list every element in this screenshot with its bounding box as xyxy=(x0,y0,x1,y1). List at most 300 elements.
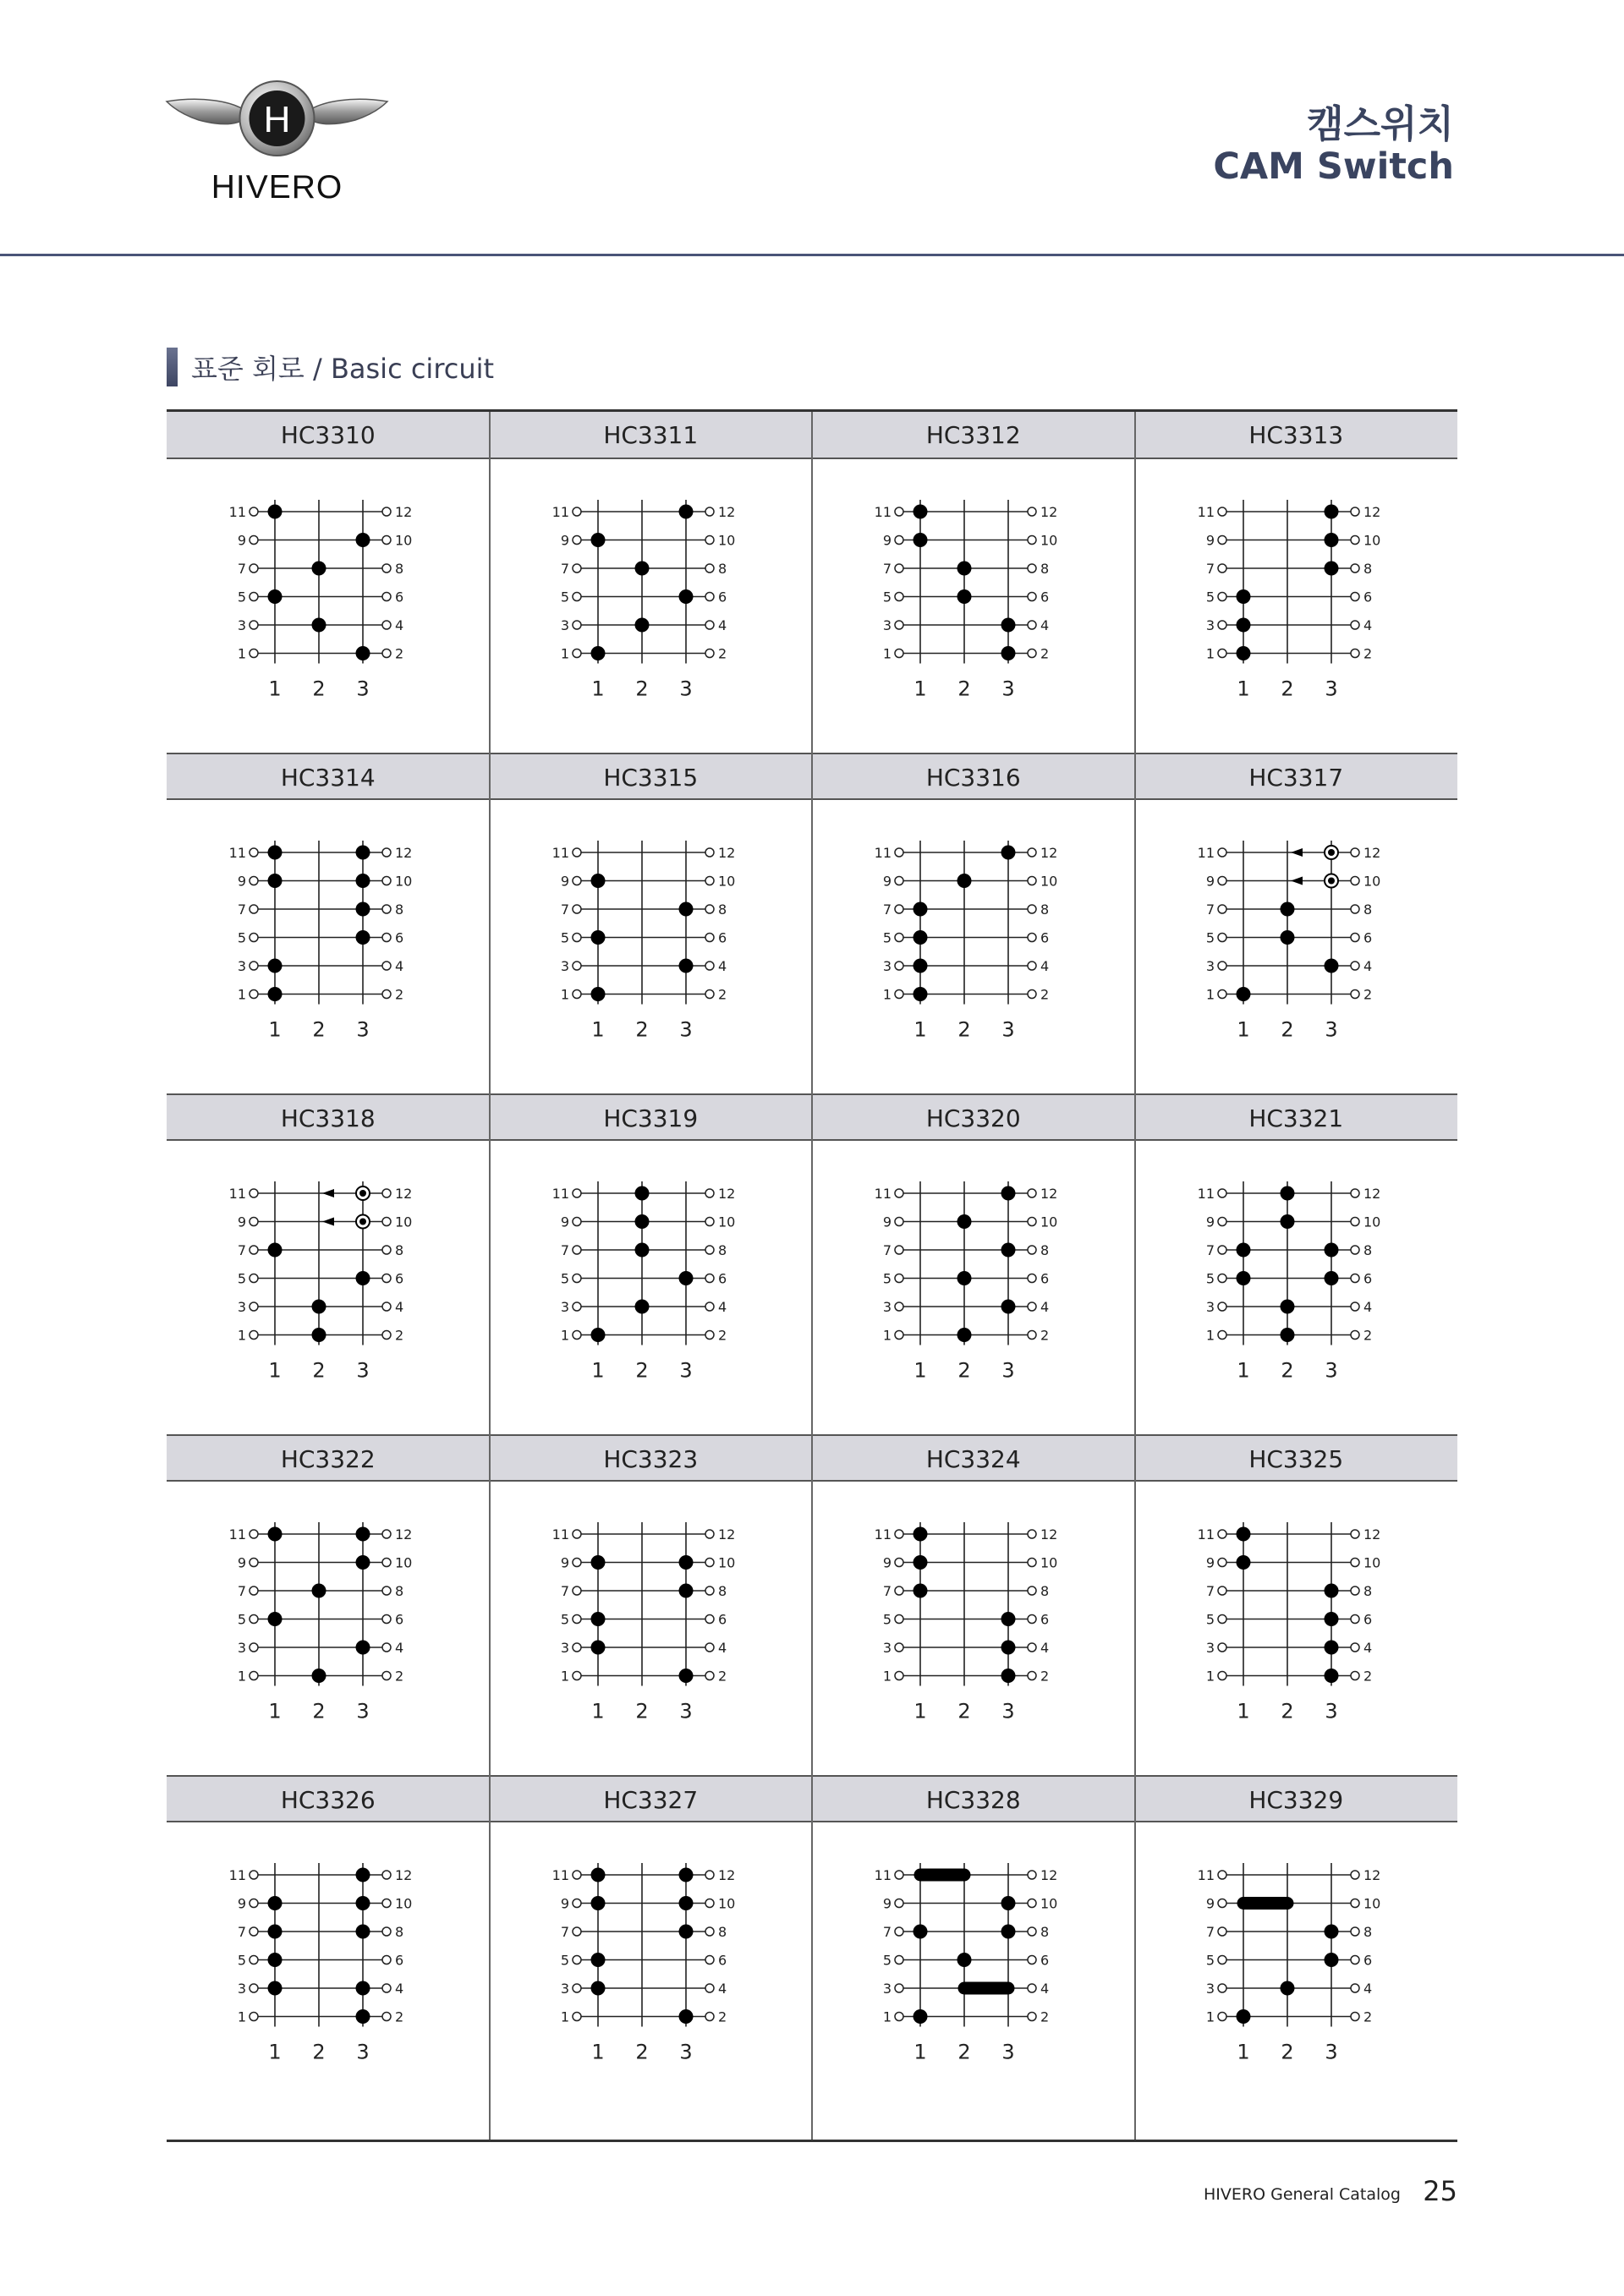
circuit-cell xyxy=(167,1434,490,1775)
closed-contact-icon xyxy=(914,959,928,973)
position-label: 2 xyxy=(957,1017,971,1042)
terminal-open-icon xyxy=(573,536,581,545)
position-label: 3 xyxy=(678,1358,693,1383)
closed-contact-icon xyxy=(1324,562,1338,576)
terminal-label-left: 1 xyxy=(1205,645,1215,662)
terminal-open-icon xyxy=(382,1615,391,1624)
circuit-diagram xyxy=(490,459,813,753)
terminal-label-left: 9 xyxy=(882,873,892,890)
position-label: 2 xyxy=(634,677,649,701)
terminal-open-icon xyxy=(1218,1643,1226,1652)
closed-contact-icon xyxy=(268,1243,283,1258)
circuit-model-label: HC3321 xyxy=(1135,1093,1458,1141)
terminal-label-right: 2 xyxy=(395,1327,404,1344)
terminal-open-icon xyxy=(705,536,714,545)
closed-contact-icon xyxy=(634,1186,649,1201)
closed-contact-icon xyxy=(914,902,928,917)
position-label: 3 xyxy=(678,1017,693,1042)
position-label: 3 xyxy=(1001,1358,1015,1383)
terminal-open-icon xyxy=(1028,621,1036,629)
terminal-label-right: 12 xyxy=(717,845,735,861)
terminal-open-icon xyxy=(895,990,903,999)
terminal-open-icon xyxy=(1351,934,1359,942)
terminal-label-right: 12 xyxy=(717,1867,735,1883)
terminal-label-left: 11 xyxy=(228,1526,246,1543)
closed-contact-icon xyxy=(1001,1641,1016,1655)
closed-contact-icon xyxy=(356,1868,370,1882)
closed-contact-icon xyxy=(678,1555,693,1570)
circuit-cell xyxy=(167,1093,490,1434)
terminal-label-left: 7 xyxy=(560,561,569,577)
closed-contact-icon xyxy=(1236,618,1250,633)
terminal-open-icon xyxy=(573,1189,581,1197)
closed-contact-icon xyxy=(312,1669,326,1683)
terminal-label-right: 2 xyxy=(1363,2008,1372,2025)
terminal-label-left: 11 xyxy=(874,1867,892,1883)
terminal-label-left: 11 xyxy=(874,845,892,861)
terminal-label-left: 5 xyxy=(882,589,892,606)
terminal-open-icon xyxy=(250,1672,258,1680)
terminal-label-right: 8 xyxy=(717,1924,727,1940)
terminal-open-icon xyxy=(382,1218,391,1226)
terminal-open-icon xyxy=(1351,1189,1359,1197)
position-label: 1 xyxy=(1236,1017,1250,1042)
terminal-open-icon xyxy=(705,1927,714,1936)
terminal-open-icon xyxy=(705,962,714,970)
terminal-open-icon xyxy=(705,1302,714,1311)
terminal-open-icon xyxy=(1028,1274,1036,1283)
circuit-cell xyxy=(812,1775,1135,2116)
terminal-open-icon xyxy=(705,1246,714,1254)
circuit-cell xyxy=(1135,753,1458,1093)
terminal-label-right: 4 xyxy=(395,617,404,633)
terminal-open-icon xyxy=(382,536,391,545)
position-label: 2 xyxy=(957,1358,971,1383)
terminal-label-left: 3 xyxy=(1205,1981,1215,1997)
terminal-label-right: 6 xyxy=(1363,1270,1372,1287)
circuit-cell xyxy=(1135,1775,1458,2116)
terminal-label-right: 10 xyxy=(1040,1554,1058,1571)
closed-contact-icon xyxy=(268,1612,283,1626)
terminal-open-icon xyxy=(250,1331,258,1340)
terminal-open-icon xyxy=(250,1586,258,1595)
spring-return-arrow-icon xyxy=(322,1218,334,1226)
circuit-diagram xyxy=(167,1482,490,1775)
terminal-label-right: 4 xyxy=(1040,1640,1050,1656)
terminal-label-right: 4 xyxy=(395,958,404,974)
terminal-open-icon xyxy=(1351,1218,1359,1226)
circuit-diagram xyxy=(167,459,490,753)
closed-contact-icon xyxy=(590,1896,605,1910)
terminal-open-icon xyxy=(250,2013,258,2021)
terminal-label-right: 8 xyxy=(1040,561,1050,577)
terminal-label-right: 6 xyxy=(1040,589,1050,606)
terminal-open-icon xyxy=(382,848,391,857)
terminal-label-left: 9 xyxy=(1205,1214,1215,1230)
terminal-open-icon xyxy=(382,507,391,516)
position-label: 3 xyxy=(678,677,693,701)
terminal-open-icon xyxy=(1351,1615,1359,1624)
terminal-label-right: 6 xyxy=(1363,1952,1372,1969)
terminal-label-right: 2 xyxy=(395,1668,404,1685)
terminal-open-icon xyxy=(895,536,903,545)
closed-contact-icon xyxy=(268,874,283,888)
terminal-open-icon xyxy=(1028,905,1036,913)
terminal-open-icon xyxy=(573,990,581,999)
terminal-label-right: 8 xyxy=(1363,561,1372,577)
closed-contact-icon xyxy=(356,533,370,547)
closed-contact-icon xyxy=(634,1243,649,1258)
position-label: 1 xyxy=(914,2040,927,2064)
terminal-label-right: 12 xyxy=(717,1186,735,1202)
terminal-label-right: 6 xyxy=(1363,1611,1372,1628)
closed-contact-icon xyxy=(1236,987,1250,1001)
terminal-open-icon xyxy=(250,1246,258,1254)
terminal-open-icon xyxy=(382,1530,391,1538)
terminal-open-icon xyxy=(573,1899,581,1908)
terminal-label-left: 1 xyxy=(882,645,892,662)
terminal-label-left: 9 xyxy=(560,1214,569,1230)
terminal-open-icon xyxy=(705,905,714,913)
terminal-label-left: 9 xyxy=(560,1554,569,1571)
terminal-open-icon xyxy=(382,1246,391,1254)
closed-contact-icon xyxy=(1324,1243,1338,1258)
terminal-open-icon xyxy=(382,1643,391,1652)
position-label: 2 xyxy=(634,1358,649,1383)
terminal-label-right: 12 xyxy=(1040,845,1058,861)
closed-contact-icon xyxy=(1001,1243,1016,1258)
circuit-model-label: HC3327 xyxy=(490,1775,813,1822)
terminal-open-icon xyxy=(382,1956,391,1964)
terminal-open-icon xyxy=(573,1246,581,1254)
closed-contact-icon xyxy=(634,562,649,576)
terminal-label-left: 1 xyxy=(560,2008,569,2025)
circuit-model-label: HC3314 xyxy=(167,753,490,800)
terminal-label-left: 7 xyxy=(882,1242,892,1258)
position-label: 1 xyxy=(1236,1358,1250,1383)
circuit-diagram xyxy=(1135,1141,1458,1434)
page-title-english: CAM Switch xyxy=(1213,145,1454,188)
terminal-open-icon xyxy=(705,1871,714,1879)
closed-contact-icon xyxy=(678,2009,693,2024)
closed-contact-icon xyxy=(1236,1555,1250,1570)
terminal-label-left: 1 xyxy=(560,986,569,1003)
terminal-label-left: 7 xyxy=(882,901,892,918)
circuit-cell xyxy=(167,412,490,753)
closed-contact-icon xyxy=(957,1214,972,1229)
closed-contact-icon xyxy=(312,1584,326,1598)
terminal-label-right: 6 xyxy=(717,1952,727,1969)
terminal-open-icon xyxy=(1351,507,1359,516)
terminal-open-icon xyxy=(382,621,391,629)
closed-contact-icon xyxy=(356,2009,370,2024)
terminal-label-right: 12 xyxy=(1363,1526,1380,1543)
terminal-open-icon xyxy=(573,848,581,857)
terminal-open-icon xyxy=(250,1899,258,1908)
position-label: 3 xyxy=(1001,677,1015,701)
terminal-open-icon xyxy=(1028,1189,1036,1197)
terminal-label-right: 8 xyxy=(1363,1583,1372,1599)
terminal-open-icon xyxy=(250,507,258,516)
terminal-open-icon xyxy=(250,1871,258,1879)
terminal-label-right: 2 xyxy=(1040,2008,1050,2025)
terminal-label-left: 3 xyxy=(560,1640,569,1656)
terminal-label-left: 3 xyxy=(560,958,569,974)
terminal-open-icon xyxy=(1218,1218,1226,1226)
terminal-label-right: 8 xyxy=(717,1242,727,1258)
closed-contact-icon xyxy=(268,959,283,973)
terminal-open-icon xyxy=(382,990,391,999)
terminal-open-icon xyxy=(382,1984,391,1992)
circuit-cell xyxy=(167,753,490,1093)
terminal-open-icon xyxy=(1218,1956,1226,1964)
brand-logo xyxy=(165,76,389,211)
terminal-open-icon xyxy=(705,848,714,857)
position-label: 1 xyxy=(1236,1699,1250,1723)
closed-contact-icon xyxy=(356,1527,370,1542)
closed-contact-icon xyxy=(590,1612,605,1626)
terminal-open-icon xyxy=(705,1643,714,1652)
terminal-open-icon xyxy=(1028,649,1036,658)
terminal-label-right: 6 xyxy=(395,1952,404,1969)
terminal-open-icon xyxy=(895,1586,903,1595)
terminal-label-left: 1 xyxy=(1205,1327,1215,1344)
terminal-open-icon xyxy=(705,934,714,942)
position-label: 3 xyxy=(1001,2040,1015,2064)
position-label: 1 xyxy=(914,677,927,701)
closed-contact-icon xyxy=(1001,1300,1016,1314)
position-label: 2 xyxy=(634,1017,649,1042)
terminal-open-icon xyxy=(1218,1189,1226,1197)
terminal-open-icon xyxy=(1028,962,1036,970)
terminal-label-left: 9 xyxy=(237,1554,246,1571)
terminal-open-icon xyxy=(1028,1218,1036,1226)
position-label: 1 xyxy=(268,1017,282,1042)
circuit-cell xyxy=(490,1775,813,2116)
terminal-label-left: 3 xyxy=(560,1981,569,1997)
terminal-label-right: 2 xyxy=(717,986,727,1003)
circuit-model-label: HC3315 xyxy=(490,753,813,800)
terminal-open-icon xyxy=(1218,1899,1226,1908)
closed-contact-icon xyxy=(590,1555,605,1570)
terminal-label-right: 8 xyxy=(717,1583,727,1599)
terminal-open-icon xyxy=(1218,1927,1226,1936)
terminal-open-icon xyxy=(1351,1530,1359,1538)
terminal-open-icon xyxy=(705,1615,714,1624)
closed-contact-icon xyxy=(634,1214,649,1229)
section-title: 표준 회로 / Basic circuit xyxy=(191,353,495,385)
terminal-open-icon xyxy=(573,1672,581,1680)
terminal-open-icon xyxy=(1218,507,1226,516)
terminal-open-icon xyxy=(895,1274,903,1283)
closed-contact-icon xyxy=(914,930,928,945)
terminal-label-left: 3 xyxy=(882,1299,892,1315)
closed-contact-icon xyxy=(268,589,283,604)
terminal-label-left: 9 xyxy=(237,873,246,890)
terminal-label-right: 10 xyxy=(1363,873,1380,890)
terminal-open-icon xyxy=(895,905,903,913)
spring-return-arrow-icon xyxy=(322,1189,334,1197)
terminal-open-icon xyxy=(705,1586,714,1595)
position-label: 3 xyxy=(1324,1699,1338,1723)
terminal-label-right: 12 xyxy=(395,504,413,520)
terminal-label-left: 7 xyxy=(1205,561,1215,577)
svg-text:H: H xyxy=(263,99,291,140)
position-label: 2 xyxy=(312,1358,326,1383)
terminal-label-right: 4 xyxy=(395,1981,404,1997)
terminal-open-icon xyxy=(250,1615,258,1624)
closed-contact-icon xyxy=(268,1527,283,1542)
terminal-label-right: 6 xyxy=(1040,929,1050,946)
terminal-label-left: 9 xyxy=(882,532,892,549)
terminal-label-right: 4 xyxy=(717,1981,727,1997)
circuit-model-label: HC3324 xyxy=(812,1434,1135,1482)
terminal-open-icon xyxy=(573,1218,581,1226)
terminal-label-right: 4 xyxy=(717,1640,727,1656)
terminal-open-icon xyxy=(573,564,581,573)
closed-contact-icon xyxy=(914,1925,928,1939)
terminal-label-right: 12 xyxy=(717,1526,735,1543)
terminal-label-right: 4 xyxy=(1363,1981,1372,1997)
terminal-label-right: 8 xyxy=(1040,901,1050,918)
terminal-open-icon xyxy=(1351,593,1359,601)
terminal-label-right: 4 xyxy=(1363,1299,1372,1315)
position-label: 1 xyxy=(268,2040,282,2064)
terminal-open-icon xyxy=(573,934,581,942)
terminal-open-icon xyxy=(573,1615,581,1624)
terminal-open-icon xyxy=(895,1218,903,1226)
circuit-table xyxy=(167,409,1457,2142)
terminal-label-left: 3 xyxy=(560,617,569,633)
terminal-open-icon xyxy=(250,1189,258,1197)
terminal-label-right: 12 xyxy=(395,1186,413,1202)
closed-contact-icon xyxy=(1001,618,1016,633)
closed-contact-icon xyxy=(268,505,283,519)
terminal-open-icon xyxy=(705,1218,714,1226)
terminal-open-icon xyxy=(1218,877,1226,885)
terminal-label-left: 9 xyxy=(882,1214,892,1230)
terminal-open-icon xyxy=(1218,536,1226,545)
terminal-open-icon xyxy=(250,877,258,885)
circuit-diagram xyxy=(812,1141,1135,1434)
circuit-cell xyxy=(490,1093,813,1434)
terminal-label-left: 11 xyxy=(874,504,892,520)
terminal-label-right: 6 xyxy=(395,1270,404,1287)
terminal-label-right: 6 xyxy=(1040,1270,1050,1287)
circuit-cell xyxy=(1135,1093,1458,1434)
terminal-label-left: 1 xyxy=(560,645,569,662)
terminal-label-right: 12 xyxy=(1040,504,1058,520)
terminal-label-right: 12 xyxy=(395,1867,413,1883)
closed-contact-icon xyxy=(914,1584,928,1598)
terminal-open-icon xyxy=(1028,877,1036,885)
page-title-korean: 캠스위치 xyxy=(1307,101,1454,146)
terminal-open-icon xyxy=(1351,1927,1359,1936)
terminal-label-left: 11 xyxy=(228,845,246,861)
terminal-label-left: 3 xyxy=(1205,617,1215,633)
position-label: 2 xyxy=(312,677,326,701)
column-divider xyxy=(489,412,491,2140)
terminal-open-icon xyxy=(895,2013,903,2021)
position-label: 1 xyxy=(1236,677,1250,701)
closed-contact-icon xyxy=(268,1896,283,1910)
position-label: 3 xyxy=(356,677,370,701)
closed-contact-icon xyxy=(590,1953,605,1967)
terminal-label-right: 2 xyxy=(1363,645,1372,662)
terminal-open-icon xyxy=(573,1559,581,1567)
terminal-label-right: 8 xyxy=(1040,1583,1050,1599)
terminal-label-right: 10 xyxy=(395,873,413,890)
closed-contact-icon xyxy=(1280,1214,1294,1229)
circuit-diagram xyxy=(167,1822,490,2116)
return-contact-dot xyxy=(359,1190,366,1197)
closed-contact-icon xyxy=(268,846,283,860)
circuit-diagram xyxy=(812,1482,1135,1775)
terminal-label-right: 6 xyxy=(717,589,727,606)
closed-contact-icon xyxy=(356,930,370,945)
terminal-label-left: 11 xyxy=(1197,1867,1215,1883)
terminal-label-left: 1 xyxy=(882,1668,892,1685)
page-number: 25 xyxy=(1423,2175,1457,2207)
circuit-cell xyxy=(490,753,813,1093)
terminal-open-icon xyxy=(250,990,258,999)
terminal-label-right: 12 xyxy=(395,1526,413,1543)
terminal-open-icon xyxy=(573,1586,581,1595)
terminal-label-left: 1 xyxy=(560,1668,569,1685)
position-label: 2 xyxy=(1280,677,1294,701)
closed-contact-icon xyxy=(1324,1925,1338,1939)
terminal-open-icon xyxy=(1218,1672,1226,1680)
terminal-label-left: 5 xyxy=(1205,1952,1215,1969)
circuit-model-label: HC3317 xyxy=(1135,753,1458,800)
terminal-open-icon xyxy=(1351,1302,1359,1311)
terminal-label-left: 3 xyxy=(882,617,892,633)
terminal-open-icon xyxy=(573,1530,581,1538)
brand-name: HIVERO xyxy=(211,169,343,205)
return-contact-dot xyxy=(1328,878,1335,885)
terminal-label-right: 8 xyxy=(395,1583,404,1599)
terminal-open-icon xyxy=(573,1984,581,1992)
circuit-model-label: HC3328 xyxy=(812,1775,1135,1822)
terminal-open-icon xyxy=(895,1899,903,1908)
closed-contact-icon xyxy=(678,589,693,604)
terminal-open-icon xyxy=(250,536,258,545)
position-label: 2 xyxy=(634,1699,649,1723)
position-label: 1 xyxy=(590,1699,605,1723)
terminal-open-icon xyxy=(895,1984,903,1992)
section-heading xyxy=(167,347,494,387)
terminal-open-icon xyxy=(250,1559,258,1567)
circuit-diagram xyxy=(1135,800,1458,1093)
terminal-label-left: 3 xyxy=(882,1640,892,1656)
closed-contact-icon xyxy=(590,930,605,945)
terminal-open-icon xyxy=(895,848,903,857)
terminal-open-icon xyxy=(705,649,714,658)
circuit-cell xyxy=(812,412,1135,753)
terminal-label-right: 8 xyxy=(1040,1242,1050,1258)
page-header xyxy=(0,0,1624,254)
terminal-label-right: 4 xyxy=(717,1299,727,1315)
closed-contact-icon xyxy=(356,1981,370,1996)
closed-contact-icon xyxy=(590,1868,605,1882)
terminal-open-icon xyxy=(1028,593,1036,601)
terminal-open-icon xyxy=(895,934,903,942)
closed-contact-icon xyxy=(957,589,972,604)
terminal-label-right: 4 xyxy=(1363,1640,1372,1656)
terminal-label-right: 6 xyxy=(395,929,404,946)
closed-contact-icon xyxy=(590,1981,605,1996)
position-label: 3 xyxy=(356,1358,370,1383)
